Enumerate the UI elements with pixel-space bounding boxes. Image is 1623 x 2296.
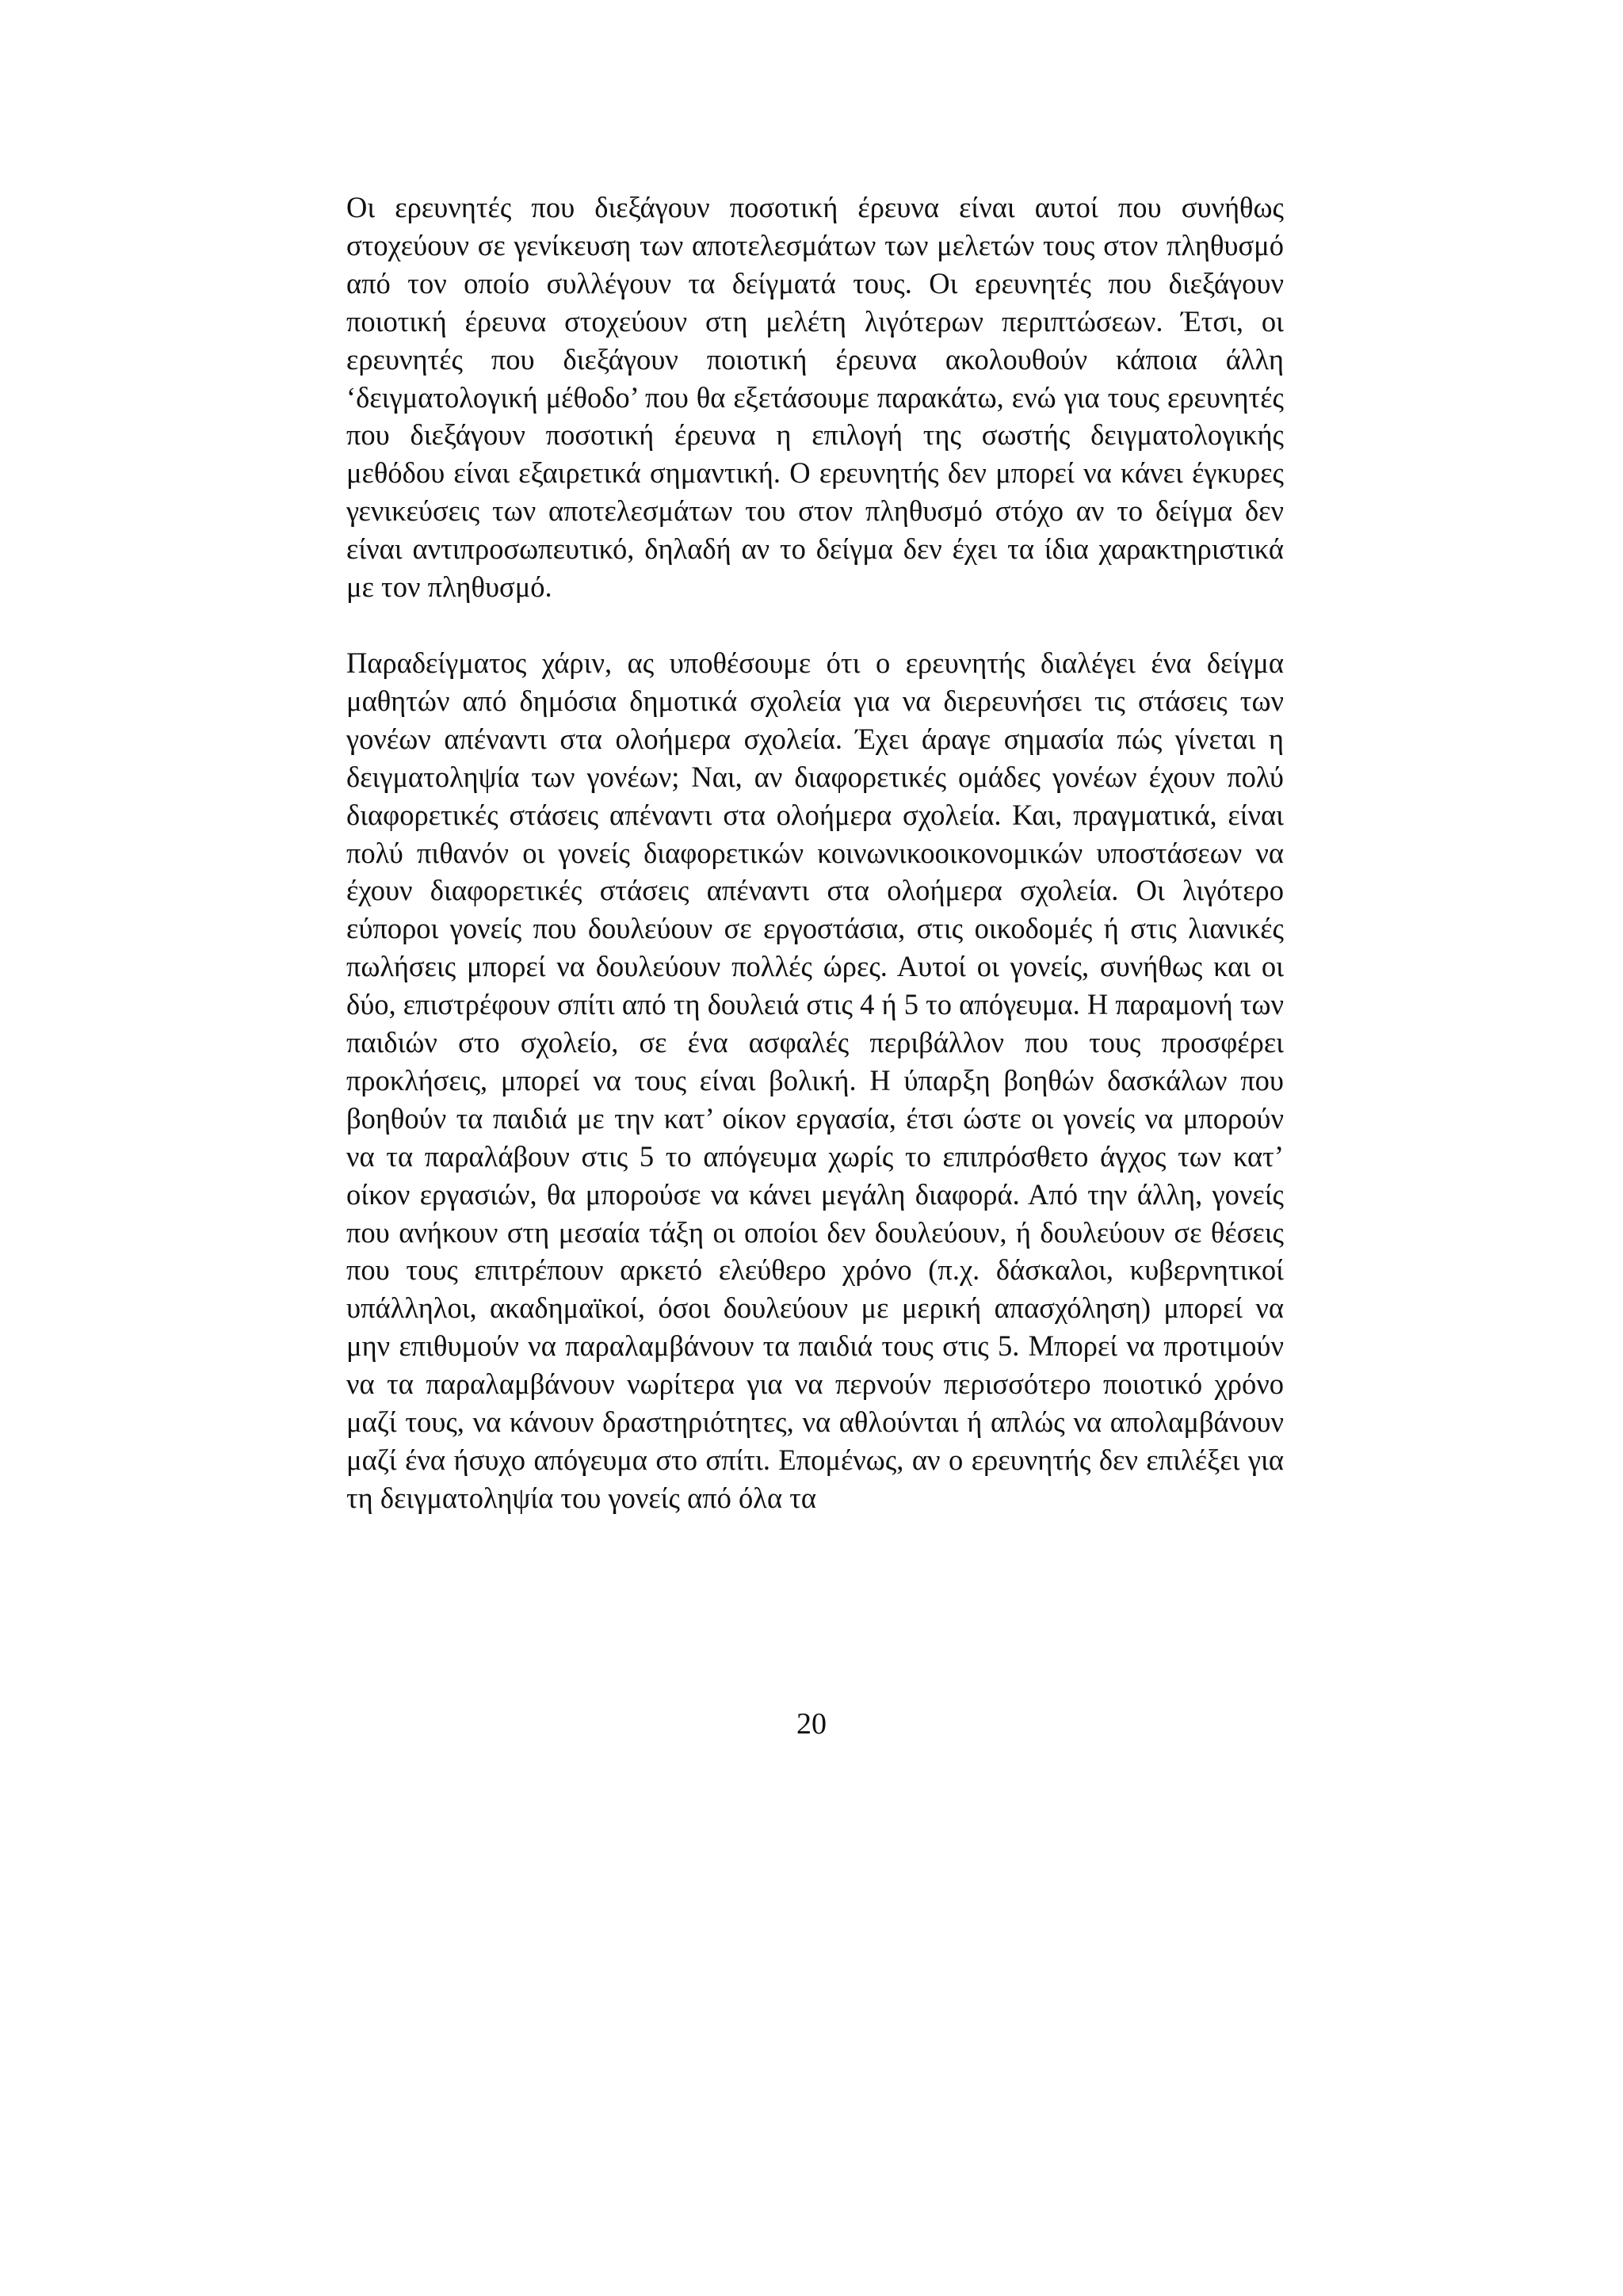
- paragraph-2: Παραδείγματος χάριν, ας υποθέσουμε ότι ο ερευνητής διαλέγει ένα δείγμα μαθητών από δημόσια δημοτικά σχολεία για να διερευνήσει τις στάσεις των γονέων απέναντι στα ολοήμερα σχολεία. Έχει άραγε σημασία πώς γίνεται η δειγματοληψία των γονέων; Ναι, αν διαφορετικές ομάδες γονέων έχουν πολύ διαφορετικές στάσεις απέναντι στα ολοήμερα σχολεία. Και, πραγματικά, είναι πολύ πιθανόν οι γονείς διαφορετικών κοινωνικοοικονομικών υποστάσεων να έχουν διαφορετικές στάσεις απέναντι στα ολοήμερα σχολεία. Οι λιγότερο εύποροι γονείς που δουλεύουν σε εργοστάσια, στις οικοδομές ή στις λιανικές πωλήσεις μπορεί να δουλεύουν πολλές ώρες. Αυτοί οι γονείς, συνήθως και οι δύο, επιστρέφουν σπίτι από τη δουλειά στις 4 ή 5 το απόγευμα. Η παραμονή των παιδιών στο σχολείο, σε ένα ασφαλές περιβάλλον που τους προσφέρει προκλήσεις, μπορεί να τους είναι βολική. Η ύπαρξη βοηθών δασκάλων που βοηθούν τα παιδιά με την κατ’ οίκον εργασία, έτσι ώστε οι γονείς να μπορούν να τα παραλάβουν στις 5 το απόγευμα χωρίς το επιπρόσθετο άγχος των κατ’ οίκον εργασιών, θα μπορούσε να κάνει μεγάλη διαφορά. Από την άλλη, γονείς που ανήκουν στη μεσαία τάξη οι οποίοι δεν δουλεύουν, ή δουλεύουν σε θέσεις που τους επιτρέπουν αρκετό ελεύθερο χρόνο (π.χ. δάσκαλοι, κυβερνητικοί υπάλληλοι, ακαδημαϊκοί, όσοι δουλεύουν με μερική απασχόληση) μπορεί να μην επιθυμούν να παραλαμβάνουν τα παιδιά τους στις 5. Μπορεί να προτιμούν να τα παραλαμβάνουν νωρίτερα για να περνούν περισσότερο ποιοτικό χρόνο μαζί τους, να κάνουν δραστηριότητες, να αθλούνται ή απλώς να απολαμβάνουν μαζί ένα ήσυχο απόγευμα στο σπίτι. Επομένως, αν ο ερευνητής δεν επιλέξει για τη δειγματοληψία του γονείς από όλα τα: [346, 646, 1284, 1514]
- body-text: [346, 189, 1284, 1517]
- page-number: 20: [796, 1707, 827, 1741]
- paragraph-1: Οι ερευνητές που διεξάγουν ποσοτική έρευνα είναι αυτοί που συνήθως στοχεύουν σε γενίκευση των αποτελεσμάτων των μελετών τους στον πληθυσμό από τον οποίο συλλέγουν τα δείγματά τους. Οι ερευνητές που διεξάγουν ποιοτική έρευνα στοχεύουν στη μελέτη λιγότερων περιπτώσεων. Έτσι, οι ερευνητές που διεξάγουν ποιοτική έρευνα ακολουθούν κάποια άλλη ‘δειγματολογική μέθοδο’ που θα εξετάσουμε παρακάτω, ενώ για τους ερευνητές που διεξάγουν ποσοτική έρευνα η επιλογή της σωστής δειγματολογικής μεθόδου είναι εξαιρετικά σημαντική. Ο ερευνητής δεν μπορεί να κάνει έγκυρες γενικεύσεις των αποτελεσμάτων του στον πληθυσμό στόχο αν το δείγμα δεν είναι αντιπροσωπευτικό, δηλαδή αν το δείγμα δεν έχει τα ίδια χαρακτηριστικά με τον πληθυσμό.: [346, 191, 1284, 604]
